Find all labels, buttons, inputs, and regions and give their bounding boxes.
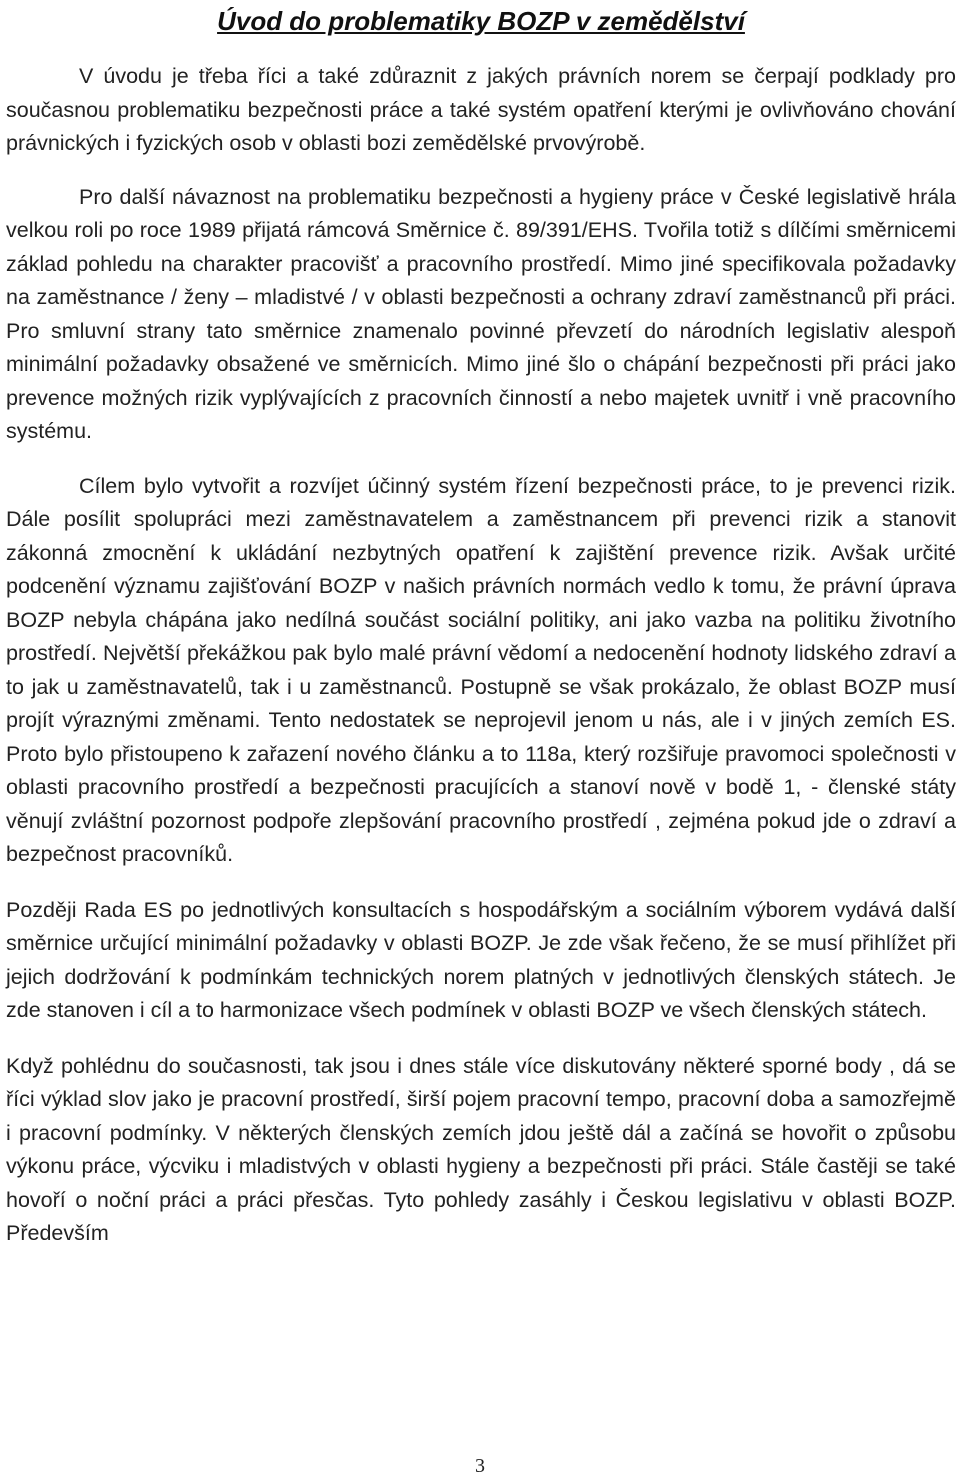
page-title: Úvod do problematiky BOZP v zemědělství [217, 6, 745, 36]
paragraph-goals: Cílem bylo vytvořit a rozvíjet účinný systém řízení bezpečnosti práce, to je prevenci rizik. Dále posílit spolupráci mezi zaměstnavatelem a zaměstnancem při prevenci rizik a stanovit zákonná zmocnění k ukládání nezbytných opatření k zajištění prevence rizik. Avšak určité podcenění významu zajišťování BOZP v našich právních normách vedlo k tomu, že právní úprava BOZP nebyla chápána jako nedílná součást sociální politiky, ani jako vazba na politiku životního prostředí. Největší překážkou pak bylo malé právní vědomí a nedocenění hodnoty lidského zdraví a to jak u zaměstnavatelů, tak i u zaměstnanců. Postupně se však prokázalo, že oblast BOZP musí projít výraznými změnami. Tento nedostatek se neprojevil jenom u nás, ale i v jiných zemích ES. Proto bylo přistoupeno k zařazení nového článku a to 118a, který rozšiřuje pravomoci společnosti v oblasti pracovního prostředí a bezpečnosti pracujících a stanoví nově v bodě 1, - členské státy věnují zvláštní pozornost podpoře zlepšování pracovního prostředí , zejména pokud jde o zdraví a bezpečnost pracovníků. [6, 473, 956, 866]
paragraph-council: Později Rada ES po jednotlivých konsultacích s hospodářským a sociálním výborem vydává další směrnice určující minimální požadavky v oblasti BOZP. Je zde však řečeno, že se musí přihlížet při jejich dodržování k podmínkám technických norem platných v jednotlivých členských státech. Je zde stanoven i cíl a to harmonizace všech podmínek v oblasti BOZP ve všech členských státech. [6, 897, 956, 1022]
paragraph-directive: Pro další návaznost na problematiku bezpečnosti a hygieny práce v České legislativě hrála velkou roli po roce 1989 přijatá rámcová Směrnice č. 89/391/EHS. Tvořila totiž s dílčími směrnicemi základ pohledu na charakter pracovišť a pracovního prostředí. Mimo jiné specifikovala požadavky na zaměstnance / ženy – mladistvé / v oblasti bezpečnosti a ochrany zdraví zaměstnanců při práci. Pro smluvní strany tato směrnice znamenalo povinné převzetí do národních legislativ alespoň minimální požadavky obsažené ve směrnicích. Mimo jiné šlo o chápání bezpečnosti při práci jako prevence možných rizik vyplývajících z pracovních činností a nebo majetek uvnitř i vně pracovního systému. [6, 184, 956, 443]
document-page [6, 0, 956, 1251]
page-number: 3 [475, 1455, 485, 1477]
paragraph-intro: V úvodu je třeba říci a také zdůraznit z jakých právních norem se čerpají podklady pro současnou problematiku bezpečnosti práce a také systém opatření kterými je ovlivňováno chování právnických i fyzických osob v oblasti bozi zemědělské prvovýrobě. [6, 64, 956, 155]
paragraph-present: Když pohlédnu do současnosti, tak jsou i dnes stále více diskutovány některé sporné body , dá se říci výklad slov jako je pracovní prostředí, širší pojem pracovní tempo, pracovní doba a samozřejmě i pracovní podmínky. V některých členských zemích jdou ještě dál a začíná se hovořit o způsobu výkonu práce, výcviku i mladistvých v oblasti hygieny a bezpečnosti při práci. Stále častěji se také hovoří o noční práci a práci přesčas. Tyto pohledy zasáhly i Českou legislativu v oblasti BOZP. Především [6, 1053, 956, 1245]
